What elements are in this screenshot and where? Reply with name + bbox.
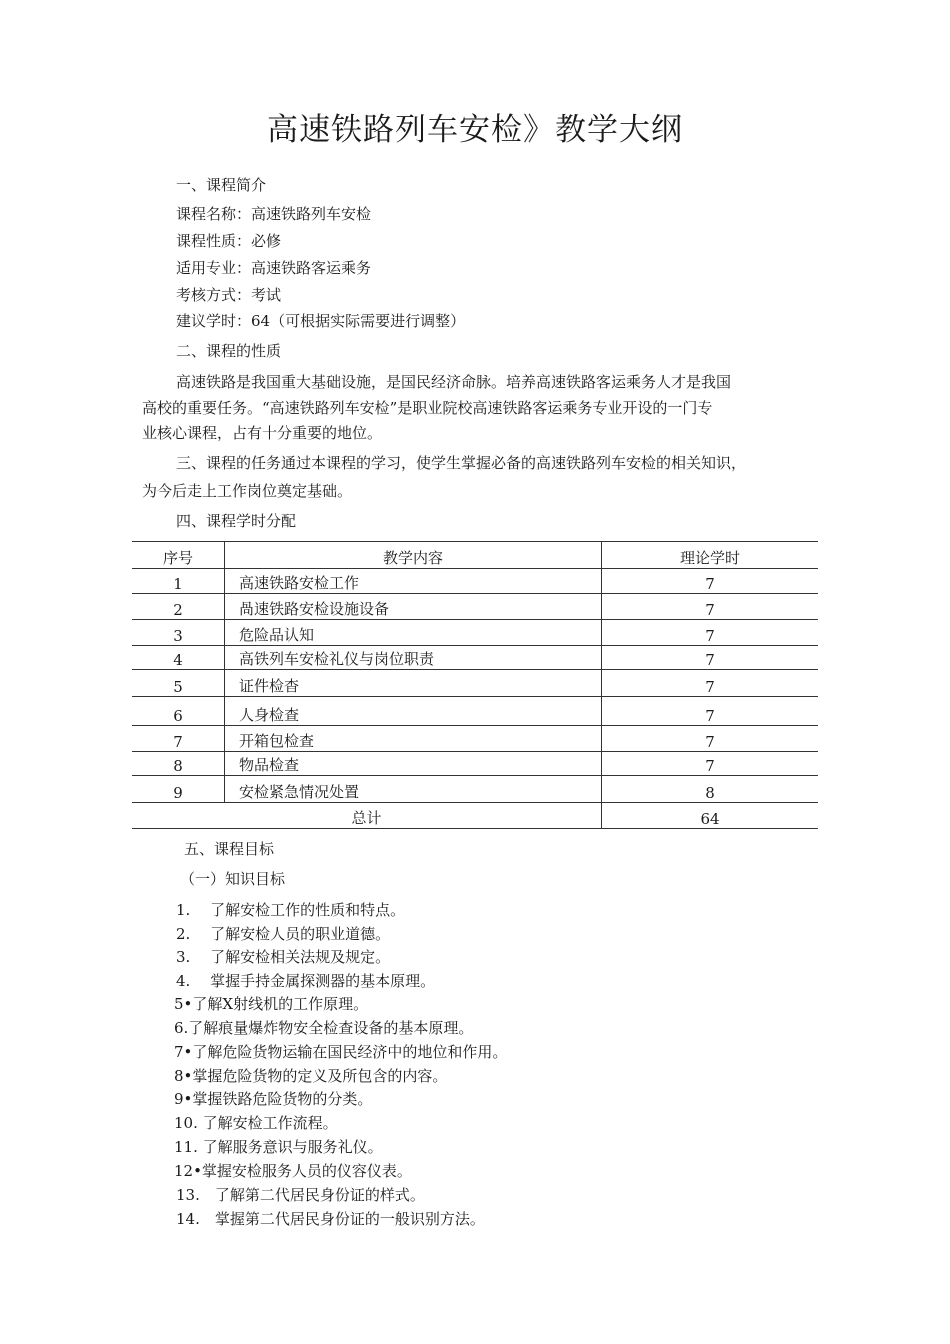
row-hours: 7 (705, 651, 715, 669)
row-hours: 7 (705, 733, 715, 751)
row-content: 危险品认知 (225, 620, 602, 646)
row-no: 7 (132, 726, 225, 752)
row-hours: 7 (705, 601, 715, 619)
objective-item: 12•掌握安检服务人员的仪容仪表。 (174, 1162, 412, 1180)
document-title: 高速铁路列车安检》教学大纲 (267, 112, 683, 148)
hours-table (132, 541, 818, 829)
section-heading-intro: 一、课程简介 (176, 176, 267, 194)
header-no: 序号 (132, 542, 225, 569)
table-total-row (132, 803, 818, 829)
row-hours: 7 (705, 757, 715, 775)
row-hours: 7 (705, 575, 715, 593)
table-row (132, 646, 818, 670)
section-heading-nature: 二、课程的性质 (176, 342, 282, 360)
task-para-line: 为今后走上工作岗位奠定基础。 (142, 482, 353, 500)
table-row (132, 697, 818, 726)
objective-item: 9•掌握铁路危险货物的分类。 (174, 1090, 373, 1108)
nature-para-line: 高速铁路是我国重大基础设施，是国民经济命脉。培养高速铁路客运乘务人才是我国 (176, 373, 732, 391)
row-content: 咼速铁路安检设施设备 (225, 594, 602, 620)
nature-para-line: 高校的重要任务。“高速铁路列车安检”是职业院校高速铁路客运乘务专业开设的一门专 (142, 399, 713, 417)
total-label: 总计 (132, 803, 602, 829)
sub-heading-knowledge: （一）知识目标 (180, 870, 286, 888)
row-content: 开箱包检查 (225, 726, 602, 752)
row-no: 3 (132, 620, 225, 646)
table-row (132, 752, 818, 776)
task-para-line: 三、课程的任务通过本课程的学习，使学生掌握必备的高速铁路列车安检的相关知识， (176, 454, 747, 472)
row-hours: 8 (705, 784, 715, 802)
row-no: 2 (132, 594, 225, 620)
header-content: 教学内容 (225, 542, 602, 569)
row-no: 5 (132, 670, 225, 697)
row-content: 人身检查 (225, 697, 602, 726)
objective-item: 10. 了解安检工作流程。 (174, 1114, 338, 1132)
row-no: 8 (132, 752, 225, 776)
objective-item: 4. 掌握手持金属探测器的基本原理。 (176, 972, 436, 990)
row-content: 高铁列车安检礼仪与岗位职责 (225, 646, 602, 670)
row-hours: 7 (705, 627, 715, 645)
objective-item: 14. 掌握第二代居民身份证的一般识别方法。 (176, 1210, 485, 1228)
suggested-hours-line: 建议学时：64（可根据实际需要进行调整） (176, 312, 466, 330)
nature-para-line: 业核心课程，占有十分重要的地位。 (142, 424, 383, 442)
objective-item: 11. 了解服务意识与服务礼仪。 (174, 1138, 383, 1156)
section-heading-hours: 四、课程学时分配 (176, 512, 297, 530)
header-hours: 理论学时 (679, 549, 740, 567)
objective-item: 6.了解痕量爆炸物安全检查设备的基本原理。 (174, 1019, 474, 1037)
table-row (132, 670, 818, 697)
row-content: 安检紧急情况处置 (225, 776, 602, 803)
objective-item: 2. 了解安检人员的职业道德。 (176, 925, 391, 943)
table-row (132, 620, 818, 646)
table-row (132, 726, 818, 752)
objective-item: 5•了解X射线机的工作原理。 (174, 995, 369, 1013)
table-row (132, 569, 818, 594)
objective-item: 8•掌握危险货物的定义及所包含的内容。 (174, 1067, 448, 1085)
assessment-method-line: 考核方式：考试 (176, 286, 282, 304)
row-no: 1 (132, 569, 225, 594)
row-hours: 7 (705, 678, 715, 696)
objective-item: 1. 了解安检工作的性质和特点。 (176, 901, 406, 919)
course-nature-line: 课程性质：必修 (176, 232, 282, 250)
row-no: 4 (132, 646, 225, 670)
row-no: 9 (132, 776, 225, 803)
row-content: 物品检查 (225, 752, 602, 776)
row-content: 高速铁路安检工作 (225, 569, 602, 594)
row-no: 6 (132, 697, 225, 726)
objective-item: 13. 了解第二代居民身份证的样式。 (176, 1186, 425, 1204)
objective-item: 3. 了解安检相关法规及规定。 (176, 948, 391, 966)
row-content: 证件检杳 (225, 670, 602, 697)
row-hours: 7 (705, 707, 715, 725)
applicable-major-line: 适用专业：高速铁路客运乘务 (176, 259, 372, 277)
section-heading-objectives: 五、课程目标 (184, 840, 275, 858)
table-row (132, 776, 818, 803)
table-row (132, 594, 818, 620)
course-name-line: 课程名称：高速铁路列车安检 (176, 205, 372, 223)
table-header-row (132, 542, 818, 569)
total-hours: 64 (700, 810, 720, 828)
objective-item: 7•了解危险货物运输在国民经济中的地位和作用。 (174, 1043, 508, 1061)
